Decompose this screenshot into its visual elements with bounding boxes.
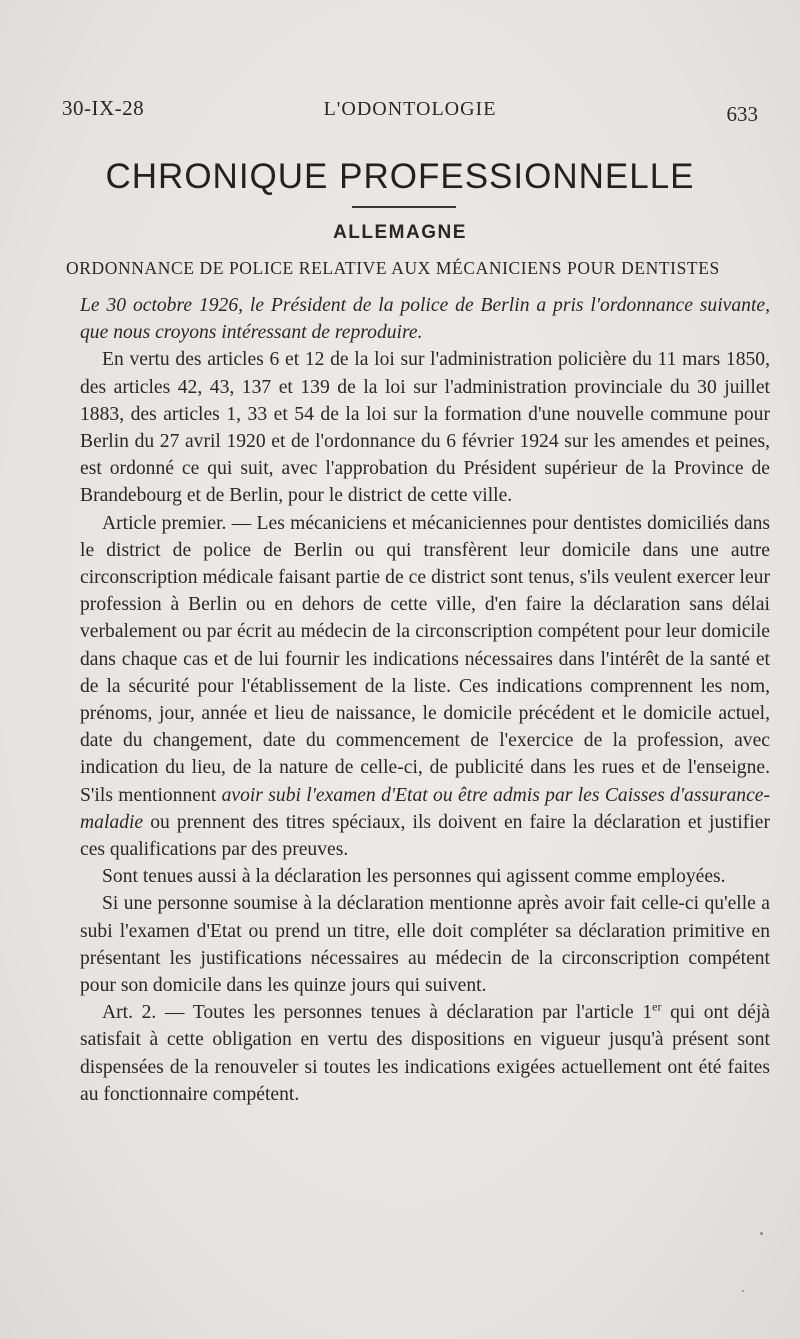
employees-paragraph: Sont tenues aussi à la déclaration les personnes qui agissent comme employées. — [102, 866, 726, 888]
article-2-sup: er — [652, 999, 662, 1014]
article-2-start: Art. 2. — Toutes les personnes tenues à déclaration par l'article 1 — [102, 1002, 653, 1024]
page-number: 633 — [726, 102, 758, 126]
ordinance-subheading: ORDONNANCE DE POLICE RELATIVE AUX MÉCANICIENS POUR DENTISTES — [66, 258, 720, 278]
paper-speck — [760, 1232, 763, 1235]
country-heading: ALLEMAGNE — [333, 222, 467, 243]
article-1-italic: avoir subi l'examen d'Etat ou être admis par les Caisses d'assurance-maladie — [80, 784, 771, 833]
article-body — [80, 292, 770, 1108]
preamble-paragraph: En vertu des articles 6 et 12 de la loi sur l'administration policière du 11 mars 1850, des articles 42, 43, 137 et 139 de la loi sur l'administration provinciale du 30 juillet 1883, des articles 1, 33 et 54 de la loi sur la formation d'une nouvelle commune pour Berlin du 27 avril 1920 et de l'ordonnance du 6 février 1924 sur les amendes et peines, est ordonné ce qui suit, avec l'approbation du Président supérieur de la Province de Brandebourg et de Berlin, pour le district de cette ville. — [80, 349, 770, 507]
intro-paragraph: Le 30 octobre 1926, le Président de la police de Berlin a pris l'ordonnance suivante, que nous croyons intéressant de reproduire. — [80, 295, 770, 344]
article-1-end: ou prennent des titres spéciaux, ils doivent en faire la déclaration et justifier ces qualifications par des preuves. — [80, 811, 771, 861]
section-title: CHRONIQUE PROFESSIONNELLE — [105, 157, 695, 196]
paper-speck — [742, 1290, 744, 1292]
title-rule — [352, 206, 456, 208]
article-1-paragraph — [80, 510, 770, 864]
journal-title: L'ODONTOLOGIE — [323, 98, 497, 120]
article-2-paragraph — [80, 999, 770, 1108]
completion-paragraph: Si une personne soumise à la déclaration mentionne après avoir fait celle-ci qu'elle a subi l'examen d'Etat ou prend un titre, elle doit compléter sa déclaration primitive en présentant les justifications nécessaires au médecin de la circonscription compétent pour son domicile dans les quinze jours qui suivent. — [80, 893, 770, 997]
issue-date: 30-IX-28 — [62, 96, 145, 120]
running-head — [62, 96, 758, 126]
article-2-end: qui ont déjà satisfait à cette obligation en vertu des dispositions en vigueur jusqu'à présent sont dispensées de la renouveler si toutes les indications exigées actuellement ont été faites au fonctionnaire compétent. — [80, 1002, 771, 1105]
article-1-text: Article premier. — Les mécaniciens et mécaniciennes pour dentistes domiciliés dans le district de police de Berlin ou qui transfèrent leur domicile dans une autre circonscription médicale faisant partie de ce district sont tenus, s'ils veulent exercer leur profession à Berlin ou en dehors de cette ville, d'en faire la déclaration sans délai verbalement ou par écrit au médecin de la circonscription compétent pour leur domicile dans chaque cas et de lui fournir les indications nécessaires dans l'intérêt de la santé et de la sécurité pour l'établissement de la liste. Ces indications comprennent les nom, prénoms, jour, année et lieu de naissance, le domicile précédent et le domicile actuel, date du changement, date du commencement de l'exercice de la profession, avec indication du lieu, de la nature de celle-ci, de publicité dans les rues et de l'enseigne. S'ils mentionnent — [80, 512, 770, 806]
